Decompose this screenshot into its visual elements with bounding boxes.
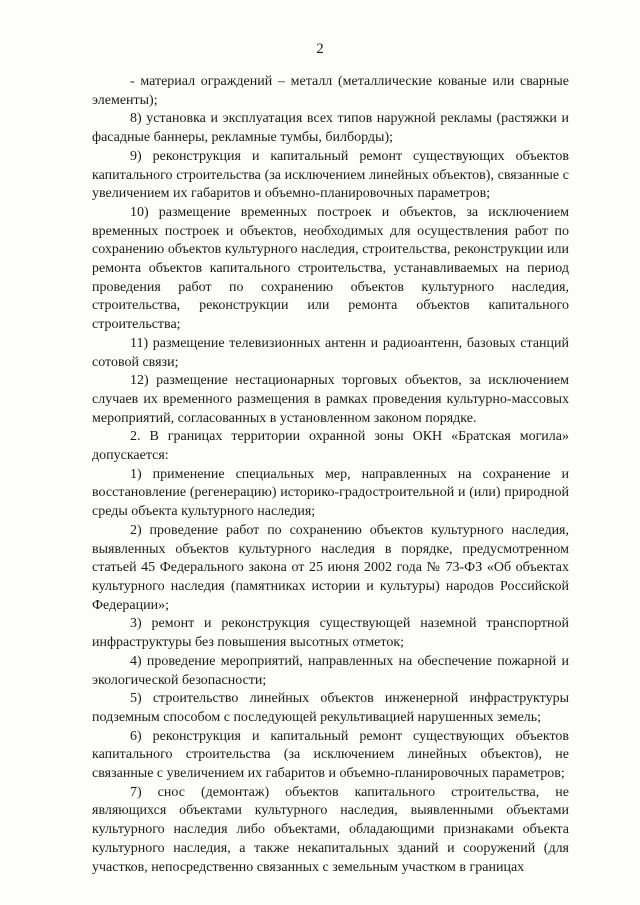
paragraph-allowed-2: 2) проведение работ по сохранению объектов культурного наследия, выявленных объектов культурного наследия в порядке, предусмотренном статьей 45 Федерального закона от 25 июня 2002 года № 73-ФЗ «Об объектах культурного наследия (памятниках истории и культуры) народов Российской Федерации»; bbox=[92, 522, 569, 613]
paragraph-allowed-5: 5) строительство линейных объектов инженерной инфраструктуры подземным способом с последующей рекультивацией нарушенных земель; bbox=[92, 691, 569, 725]
document-body bbox=[92, 73, 569, 877]
paragraph-allowed-3: 3) ремонт и реконструкция существующей наземной транспортной инфраструктуры без повышения высотных отметок; bbox=[92, 616, 569, 651]
paragraph-item-10: 10) размещение временных построек и объектов, за исключением временных построек и объектов, необходимых для осуществления работ по сохранению объектов культурного наследия, строительства, реконструкции или ремонта объектов капитального строительства, устанавливаемых на период проведения работ по сохранению объектов культурного наследия, строительства, реконструкции или ремонта объектов капитального строительства; bbox=[92, 204, 569, 333]
paragraph-allowed-7: 7) снос (демонтаж) объектов капитального строительства, не являющихся объектами культурного наследия, выявленными объектами культурного наследия либо объектами, обладающими признаками объекта культурного наследия, а также некапитальных зданий и сооружений (для участков, непосредственно связанных с земельным участком в границах bbox=[92, 784, 569, 875]
paragraph-item-9: 9) реконструкция и капитальный ремонт существующих объектов капитального строительства (за исключением линейных объектов), связанные с увеличением их габаритов и объемно-планировочных параметров; bbox=[92, 148, 569, 202]
paragraph-item-12: 12) размещение нестационарных торговых объектов, за исключением случаев их временного размещения в рамках проведения культурно-массовых мероприятий, согласованных в установленном законом порядке. bbox=[92, 373, 569, 426]
paragraph-allowed-1: 1) применение специальных мер, направленных на сохранение и восстановление (регенерацию) историко-градостроительной и (или) природной среды объекта культурного наследия; bbox=[92, 466, 569, 520]
paragraph-item-11: 11) размещение телевизионных антенн и радиоантенн, базовых станций сотовой связи; bbox=[92, 335, 569, 370]
paragraph-section-2-heading: 2. В границах территории охранной зоны ОКН «Братская могила» допускается: bbox=[92, 429, 569, 464]
paragraph-item-8: 8) установка и эксплуатация всех типов наружной рекламы (растяжки и фасадные баннеры, рекламные тумбы, билборды); bbox=[92, 111, 569, 146]
paragraph-allowed-4: 4) проведение мероприятий, направленных на обеспечение пожарной и экологической безопасности; bbox=[92, 653, 569, 688]
paragraph-allowed-6: 6) реконструкция и капитальный ремонт существующих объектов капитального строительства (за исключением линейных объектов), не связанные с увеличением их габаритов и объемно-планировочных параметров; bbox=[92, 728, 569, 782]
paragraph-fence-material: - материал ограждений – металл (металлические кованые или сварные элементы); bbox=[92, 74, 569, 108]
page-number: 2 bbox=[316, 41, 324, 57]
